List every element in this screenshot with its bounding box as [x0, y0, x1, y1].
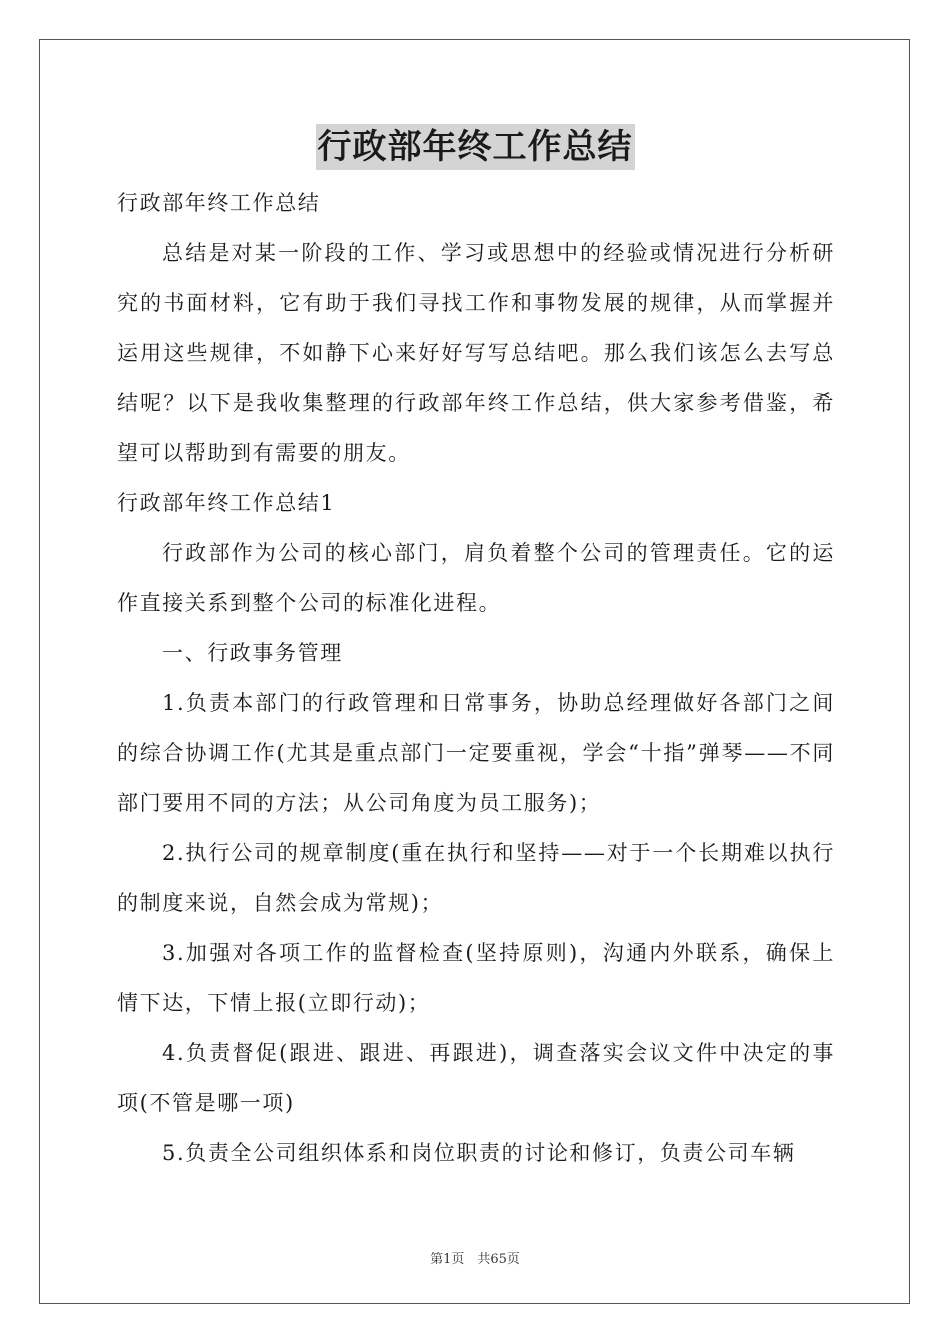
list-item: 5.负责全公司组织体系和岗位职责的讨论和修订，负责公司车辆: [162, 1141, 796, 1165]
paragraph: 行政部年终工作总结: [117, 191, 321, 215]
document-title: 行政部年终工作总结: [316, 124, 635, 170]
subsection-heading: 一、行政事务管理: [162, 641, 343, 665]
list-item: 3.加强对各项工作的监督检查(坚持原则)，沟通内外联系，确保上情下达，下情上报(立即行动)；: [117, 941, 835, 1015]
list-item: 4.负责督促(跟进、跟进、再跟进)，调查落实会议文件中决定的事项(不管是哪一项): [117, 1041, 835, 1115]
paragraph: 行政部作为公司的核心部门，肩负着整个公司的管理责任。它的运作直接关系到整个公司的标准化进程。: [117, 541, 835, 615]
page-number: 第1页 共65页: [430, 1252, 520, 1267]
paragraph: 总结是对某一阶段的工作、学习或思想中的经验或情况进行分析研究的书面材料，它有助于我们寻找工作和事物发展的规律，从而掌握并运用这些规律，不如静下心来好好写写总结吧。那么我们该怎么去写总结呢？以下是我收集整理的行政部年终工作总结，供大家参考借鉴，希望可以帮助到有需要的朋友。: [117, 241, 835, 465]
page-footer: [0, 1248, 950, 1267]
list-item: 2.执行公司的规章制度(重在执行和坚持——对于一个长期难以执行的制度来说，自然会成为常规)；: [117, 841, 835, 915]
section-heading: 行政部年终工作总结1: [117, 491, 336, 515]
document-body: [117, 178, 835, 1178]
list-item: 1.负责本部门的行政管理和日常事务，协助总经理做好各部门之间的综合协调工作(尤其是重点部门一定要重视，学会“十指”弹琴——不同部门要用不同的方法；从公司角度为员工服务)；: [117, 691, 835, 815]
title-container: [0, 124, 950, 170]
